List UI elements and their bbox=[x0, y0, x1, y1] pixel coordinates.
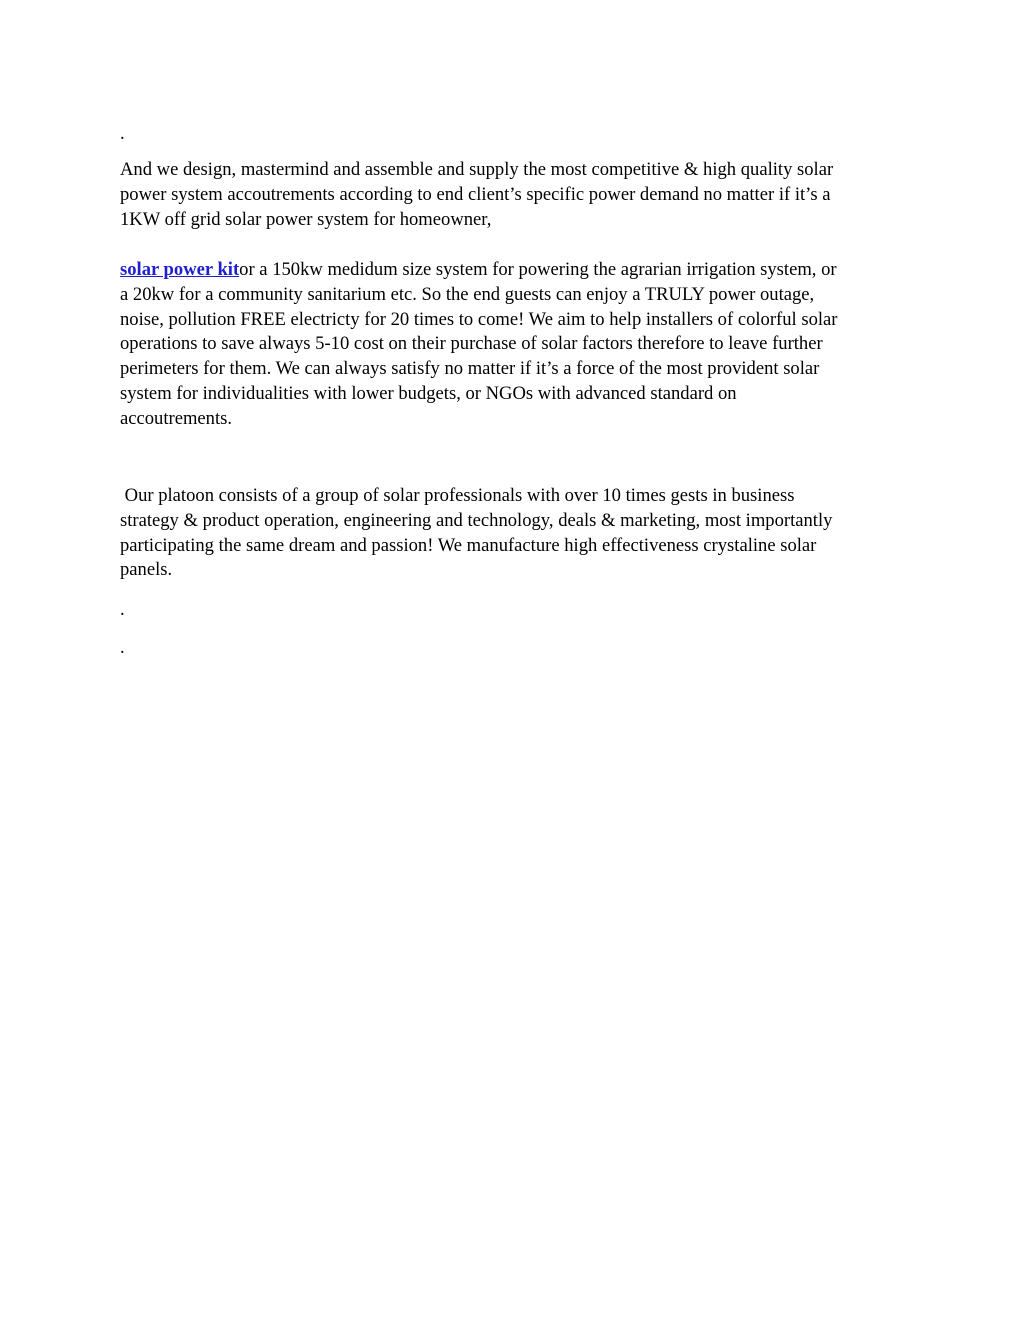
paragraph-line: participating the same dream and passion! We manufacture high effectiveness crystaline solar bbox=[120, 534, 817, 556]
paragraph-line: And we design, mastermind and assemble and supply the most competitive & high quality solar bbox=[120, 159, 834, 180]
paragraph-line: operations to save always 5-10 cost on their purchase of solar factors therefore to leave further bbox=[120, 333, 823, 355]
paragraph-line: 1KW off grid solar power system for homeowner, bbox=[120, 208, 492, 230]
solar-power-kit-link[interactable]: solar power kit bbox=[120, 259, 240, 280]
paragraph-line: panels. bbox=[120, 559, 173, 581]
trailing-dot-1: . bbox=[120, 599, 125, 620]
paragraph-line: strategy & product operation, engineering and technology, deals & marketing, most importantly bbox=[120, 509, 833, 531]
paragraph-line: power system accoutrements according to end client’s specific power demand no matter if it’s a bbox=[120, 183, 831, 205]
paragraph-line: accoutrements. bbox=[120, 407, 233, 429]
paragraph-line: perimeters for them. We can always satisfy no matter if it’s a force of the most provident solar bbox=[120, 358, 820, 380]
paragraph-line bbox=[120, 258, 910, 283]
trailing-dot-2: . bbox=[120, 637, 125, 658]
paragraph-intro bbox=[120, 158, 910, 232]
paragraph-line: Our platoon consists of a group of solar professionals with over 10 times gests in business bbox=[120, 485, 795, 506]
leading-dot: . bbox=[120, 123, 125, 144]
paragraph-line: system for individualities with lower budgets, or NGOs with advanced standard on bbox=[120, 382, 737, 404]
paragraph-line-rest: or a 150kw medidum size system for powering the agrarian irrigation system, or bbox=[239, 259, 837, 280]
paragraph-solar-kit bbox=[120, 258, 910, 432]
paragraph-line: noise, pollution FREE electricty for 20 times to come! We aim to help installers of colorful solar bbox=[120, 308, 838, 330]
paragraph-team bbox=[120, 484, 910, 583]
paragraph-line: a 20kw for a community sanitarium etc. So the end guests can enjoy a TRULY power outage, bbox=[120, 283, 815, 305]
